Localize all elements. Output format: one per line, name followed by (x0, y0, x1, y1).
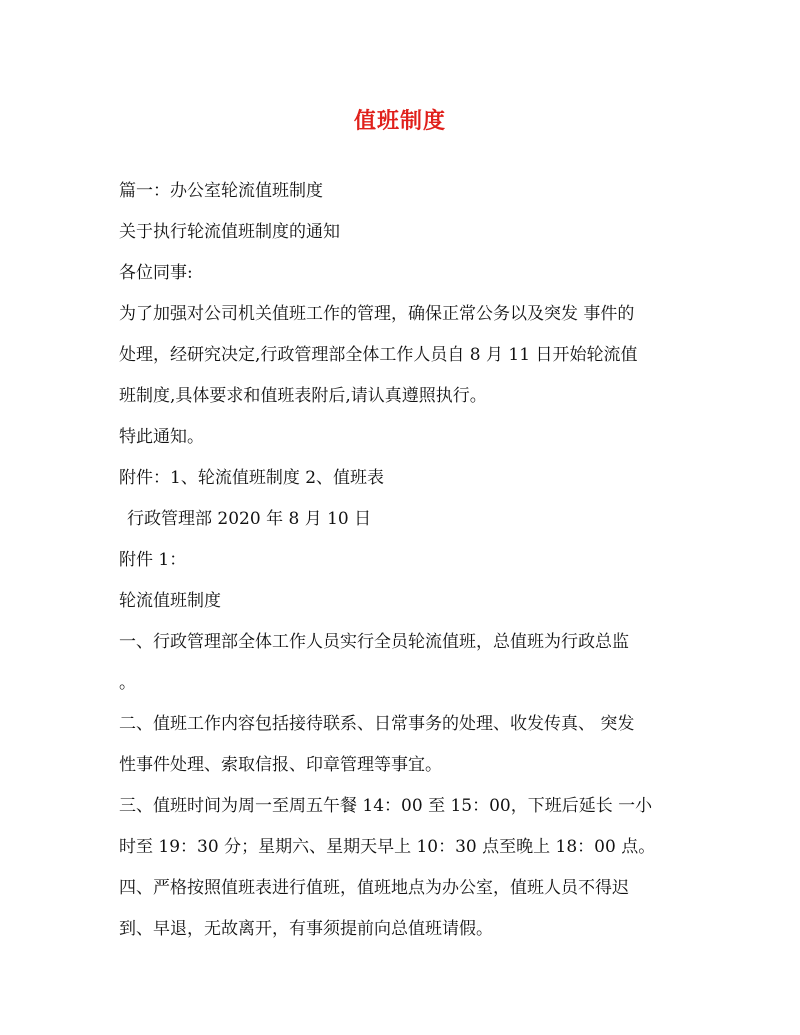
rule-item-continuation: 到、早退，无故离开，有事须提前向总值班请假。 (119, 919, 493, 939)
body-line: 为了加强对公司机关值班工作的管理，确保正常公务以及突发 事件的 (119, 304, 635, 324)
subsection-heading: 轮流值班制度 (119, 591, 221, 611)
salutation: 各位同事: (119, 263, 193, 283)
section-heading: 篇一：办公室轮流值班制度 (119, 181, 323, 201)
rule-item-continuation: 时至 19：30 分；星期六、星期天早上 10：30 点至晚上 18：00 点。 (119, 837, 656, 857)
rule-item: 四、严格按照值班表进行值班，值班地点为办公室，值班人员不得迟 (119, 878, 629, 898)
rule-item: 三、值班时间为周一至周五午餐 14：00 至 15：00，下班后延长 一小 (119, 796, 653, 816)
rule-item: 一、行政管理部全体工作人员实行全员轮流值班，总值班为行政总监 (119, 632, 629, 652)
rule-item-continuation: 。 (119, 673, 136, 693)
body-line: 班制度,具体要求和值班表附后,请认真遵照执行。 (119, 386, 487, 406)
signature-line: 行政管理部 2020 年 8 月 10 日 (127, 509, 372, 529)
closing-line: 特此通知。 (119, 427, 204, 447)
rule-item: 二、值班工作内容包括接待联系、日常事务的处理、收发传真、 突发 (119, 714, 635, 734)
rule-item-continuation: 性事件处理、索取信报、印章管理等事宜。 (119, 755, 442, 775)
notice-title: 关于执行轮流值班制度的通知 (119, 222, 340, 242)
attachment-label: 附件 1： (119, 550, 187, 570)
body-line: 处理，经研究决定,行政管理部全体工作人员自 8 月 11 日开始轮流值 (119, 345, 638, 365)
document-title: 值班制度 (353, 108, 446, 134)
attachments-line: 附件：1、轮流值班制度 2、值班表 (119, 468, 385, 488)
